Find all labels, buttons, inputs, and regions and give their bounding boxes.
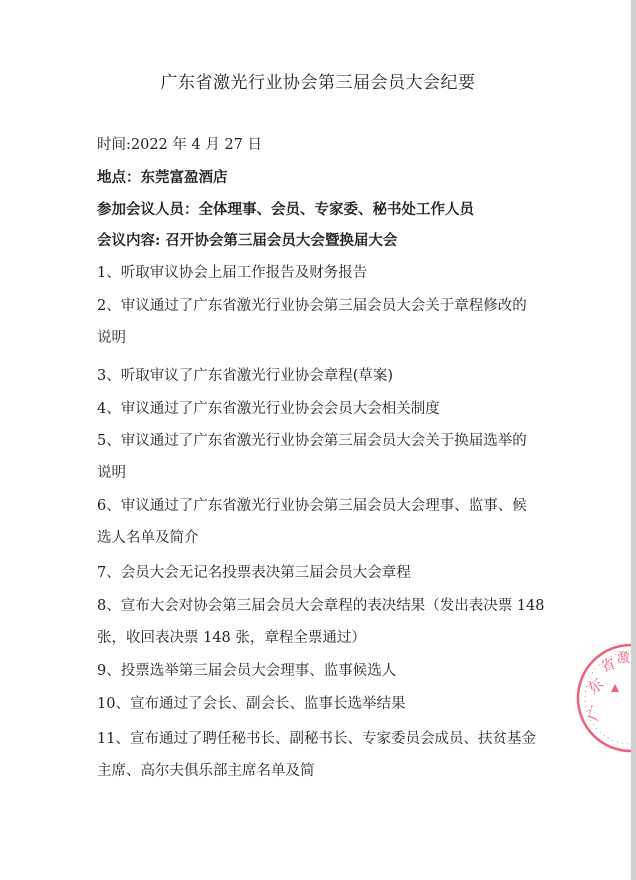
page-edge-scrollbar — [631, 0, 636, 880]
agenda-item: 2、审议通过了广东省激光行业协会第三届会员大会关于章程修改的 — [97, 298, 527, 314]
meeting-info-line: 时间:2022 年 4 月 27 日 — [97, 137, 263, 153]
agenda-item: 主席、高尔夫俱乐部主席名单及简 — [97, 763, 315, 779]
svg-text:省: 省 — [598, 655, 618, 676]
svg-text:广: 广 — [583, 703, 606, 724]
agenda-item: 说明 — [97, 330, 126, 346]
agenda-item: 选人名单及简介 — [97, 530, 199, 546]
svg-text:东: 东 — [584, 674, 608, 699]
agenda-item: 7、会员大会无记名投票表决第三届会员大会章程 — [97, 565, 411, 581]
agenda-item: 11、宣布通过了聘任秘书长、副秘书长、专家委员会成员、扶贫基金 — [97, 731, 536, 747]
official-seal-stamp — [575, 640, 631, 756]
meeting-info-line: 会议内容: 召开协会第三届会员大会暨换届大会 — [97, 232, 398, 249]
meeting-info-line: 地点：东莞富盈酒店 — [97, 169, 228, 186]
agenda-item: 5、审议通过了广东省激光行业协会第三届会员大会关于换届选举的 — [97, 433, 527, 449]
agenda-item: 说明 — [97, 465, 126, 481]
agenda-item: 4、审议通过了广东省激光行业协会会员大会相关制度 — [97, 401, 440, 417]
svg-text:激: 激 — [617, 651, 631, 666]
agenda-item: 8、宣布大会对协会第三届会员大会章程的表决结果（发出表决票 148 — [97, 598, 545, 614]
agenda-item: 9、投票选举第三届会员大会理事、监事候选人 — [97, 663, 397, 679]
agenda-item: 1、听取审议协会上届工作报告及财务报告 — [97, 265, 368, 281]
agenda-item: 3、听取审议了广东省激光行业协会章程(草案) — [97, 368, 394, 384]
meeting-info-line: 参加会议人员：全体理事、会员、专家委、秘书处工作人员 — [97, 201, 474, 218]
agenda-item: 张，收回表决票 148 张，章程全票通过） — [97, 630, 366, 646]
document-title: 广东省激光行业协会第三届会员大会纪要 — [160, 73, 476, 93]
agenda-item: 10、宣布通过了会长、副会长、监事长选举结果 — [97, 696, 406, 712]
agenda-item: 6、审议通过了广东省激光行业协会第三届会员大会理事、监事、候 — [97, 498, 527, 514]
